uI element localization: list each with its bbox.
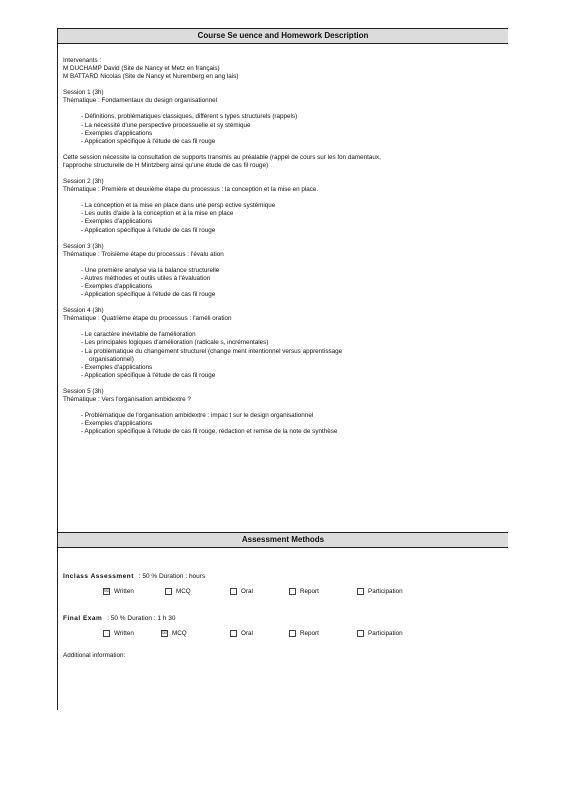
session-note: Cette session nécessite la consultation de supports transmis au préalable (rappel de cours sur les fon damentaux, <box>63 153 381 161</box>
session-theme: Thématique : Quatrième étape du processus : l'améli oration <box>63 315 232 323</box>
assessment-methods-header: Assessment Methods <box>58 532 508 548</box>
final-exam-row <box>63 615 175 622</box>
checkbox-checked-icon[interactable]: ☒ <box>104 588 109 594</box>
session-item: - Exemples d'applications <box>81 218 153 226</box>
session-item: - Application spécifique à l'étude de cas fil rouge <box>81 371 216 379</box>
session-item: - Application spécifique à l'étude de cas fil rouge <box>81 137 216 145</box>
session-item: - Autres méthodes et outils utiles à l'évaluation <box>81 274 211 282</box>
inclass-label: Inclass Assessment <box>63 573 134 580</box>
session-title: Session 3 (3h) <box>63 242 104 250</box>
session-title: Session 4 (3h) <box>63 307 104 315</box>
session-item-continuation: organisationnel) <box>89 355 134 363</box>
session-item: - Exemples d'applications <box>81 363 153 371</box>
session-item: - Exemples d'applications <box>81 282 153 290</box>
session-item: - Exemples d'applications <box>81 420 153 428</box>
intervenant-line: M BATTARD Nicolas (Site de Nancy et Nuremberg en ang lais) <box>63 73 239 81</box>
additional-information-label: Additional information: <box>63 652 126 659</box>
session-item: - Le caractère inévitable de l'amélioration <box>81 331 196 339</box>
session-title: Session 2 (3h) <box>63 178 104 186</box>
session-title: Session 1 (3h) <box>63 89 104 97</box>
session-theme: Thématique : Fondamentaux du design organisationnel <box>63 97 218 105</box>
session-theme: Thématique : Troisième étape du processus : l'évalu ation <box>63 250 224 258</box>
checkbox-empty-icon[interactable] <box>230 588 237 595</box>
checkbox-empty-icon[interactable] <box>103 630 110 637</box>
session-item: - La nécessité d'une perspective processuelle et sy stémique <box>81 121 251 129</box>
final-option-participation[interactable]: Participation <box>357 630 403 637</box>
checkbox-empty-icon[interactable] <box>230 630 237 637</box>
final-exam-label: Final Exam <box>63 615 103 622</box>
session-item: - Application spécifique à l'étude de cas fil rouge, rédaction et remise de la note de synthèse <box>81 428 338 436</box>
session-item: - Définitions, problématiques classiques, différent s types structurels (rappels) <box>81 113 298 121</box>
checkbox-checked-icon[interactable]: ☒ <box>162 630 167 636</box>
final-option-oral[interactable]: Oral <box>230 630 253 637</box>
inclass-option-oral[interactable]: Oral <box>230 588 253 595</box>
session-item: - Les principales logiques d'amélioration (radicale s, incrémentales) <box>81 339 269 347</box>
final-option-written[interactable]: Written <box>103 630 134 637</box>
inclass-detail: : 50 % Duration : hours <box>138 573 206 580</box>
checkbox-empty-icon[interactable] <box>357 588 364 595</box>
final-option-report[interactable]: Report <box>289 630 319 637</box>
checkbox-empty-icon[interactable] <box>165 588 172 595</box>
session-item: - Une première analyse via la balance structurelle <box>81 266 220 274</box>
inclass-option-written[interactable]: ☒ Written <box>104 588 134 596</box>
final-option-mcq[interactable]: ☒ MCQ <box>162 630 187 638</box>
checkbox-empty-icon[interactable] <box>357 630 364 637</box>
session-item: - La problématique du changement structurel (change ment intentionnel versus apprentissage <box>81 347 343 355</box>
course-content <box>63 57 503 436</box>
inclass-assessment-row <box>63 573 205 580</box>
session-item: - La conception et la mise en place dans une persp ective systémique <box>81 202 276 210</box>
inclass-option-mcq[interactable]: MCQ <box>165 588 191 595</box>
session-item: - Application spécifique à l'étude de cas fil rouge <box>81 291 216 299</box>
checkbox-empty-icon[interactable] <box>289 630 296 637</box>
session-title: Session 5 (3h) <box>63 387 104 395</box>
inclass-option-participation[interactable]: Participation <box>357 588 403 595</box>
checkbox-empty-icon[interactable] <box>289 588 296 595</box>
intervenant-line: M DUCHAMP David (Site de Nancy et Metz en français) <box>63 65 220 73</box>
course-sequence-header: Course Se uence and Homework Description <box>58 28 508 44</box>
session-item: - Application spécifique à l'étude de cas fil rouge <box>81 226 216 234</box>
inclass-option-report[interactable]: Report <box>289 588 319 595</box>
session-item: - Les outils d'aide à la conception et à la mise en place <box>81 210 234 218</box>
intervenants-label: Intervenants : <box>63 57 102 64</box>
session-note: l'approche structurelle de H Mintzberg ainsi qu'une étude de cas fil rouge) <box>63 161 269 169</box>
session-item: - Problématique de l'organisation ambidextre : impac t sur le design organisationnel <box>81 412 314 420</box>
document-frame <box>57 28 508 710</box>
session-theme: Thématique : Première et deuxième étape du processus : la conception et la mise en place. <box>63 186 319 194</box>
final-exam-detail: : 50 % Duration : 1 h 30 <box>107 615 176 622</box>
session-theme: Thématique : Vers l'organisation ambidextre ? <box>63 396 191 403</box>
session-item: - Exemples d'applications <box>81 129 153 137</box>
